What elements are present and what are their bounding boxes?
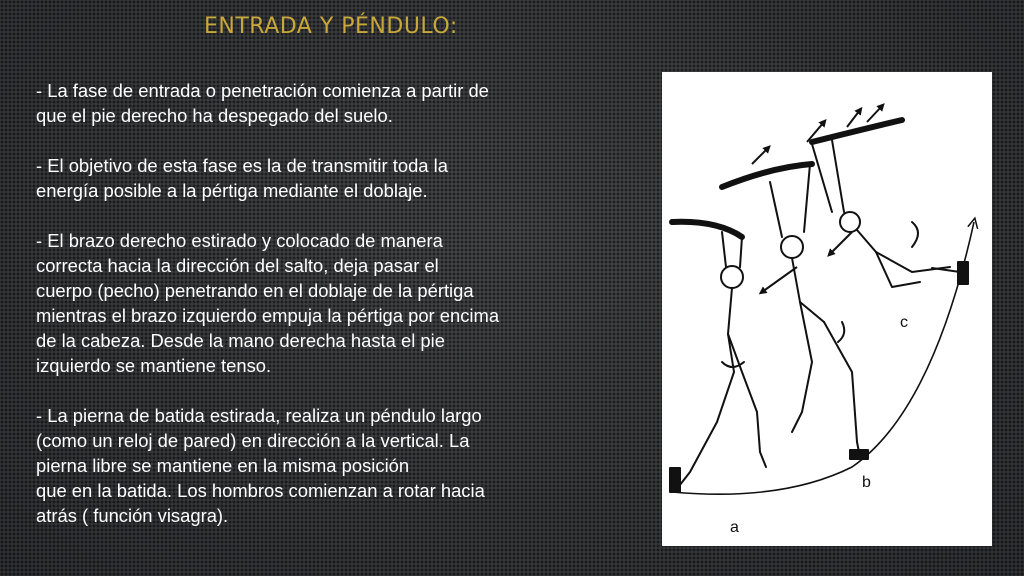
- pole-c: [812, 120, 902, 142]
- label-a: a: [730, 519, 739, 536]
- text-line: que el pie derecho ha despegado del suelo.: [36, 105, 393, 126]
- pole-a: [672, 222, 742, 237]
- text-line: energía posible a la pértiga mediante el doblaje.: [36, 180, 428, 201]
- pole-b: [722, 164, 812, 187]
- force-arrows: [752, 106, 882, 292]
- text-line: cuerpo (pecho) penetrando en el doblaje de la pértiga: [36, 280, 474, 301]
- vaulter-a: [670, 232, 766, 492]
- text-line: correcta hacia la dirección del salto, deja pasar el: [36, 255, 439, 276]
- text-line: - La pierna de batida estirada, realiza un péndulo largo: [36, 405, 482, 426]
- paragraph-pierna: [36, 403, 646, 528]
- pole-vault-figure: [662, 72, 992, 546]
- paragraph-brazo: [36, 228, 646, 378]
- text-line: atrás ( función visagra).: [36, 505, 229, 526]
- slide-body: [36, 78, 646, 528]
- text-line: - El brazo derecho estirado y colocado de manera: [36, 230, 443, 251]
- text-line: mientras el brazo izquierdo empuja la pértiga por encima: [36, 305, 500, 326]
- label-c: c: [900, 314, 908, 331]
- text-line: - La fase de entrada o penetración comienza a partir de: [36, 80, 489, 101]
- slide-title: ENTRADA Y PÉNDULO:: [204, 14, 458, 39]
- text-line: (como un reloj de pared) en dirección a la vertical. La: [36, 430, 470, 451]
- text-line: que en la batida. Los hombros comienzan a rotar hacia: [36, 480, 485, 501]
- paragraph-objetivo: [36, 153, 646, 203]
- paragraph-entrada: [36, 78, 646, 128]
- vaulter-b: [770, 164, 868, 459]
- runway-curve: [672, 222, 974, 494]
- pole-vault-illustration: [662, 72, 992, 546]
- text-line: de la cabeza. Desde la mano derecha hasta el pie: [36, 330, 445, 351]
- text-line: pierna libre se mantiene en la misma posición: [36, 455, 410, 476]
- vaulter-c: [812, 140, 968, 287]
- text-line: izquierdo se mantiene tenso.: [36, 355, 272, 376]
- label-b: b: [862, 474, 871, 491]
- text-line: - El objetivo de esta fase es la de transmitir toda la: [36, 155, 448, 176]
